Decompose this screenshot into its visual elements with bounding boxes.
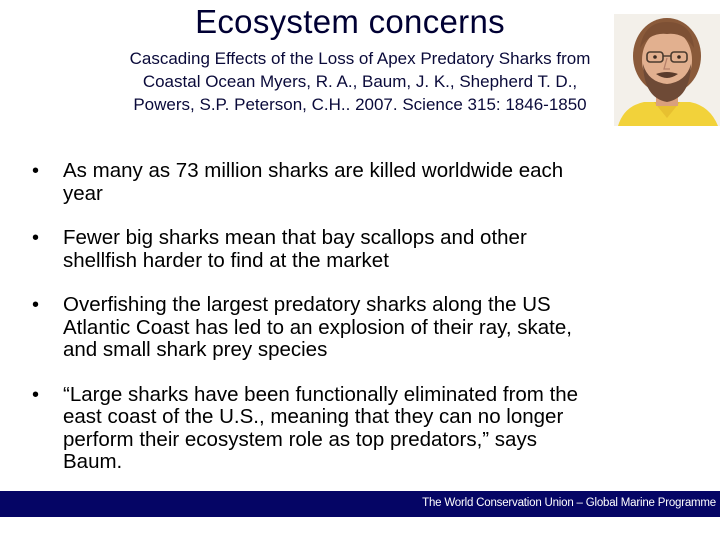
bullet-item <box>32 384 712 474</box>
citation-subtitle <box>20 47 700 116</box>
bullet-item <box>32 160 712 205</box>
bullet-line: east coast of the U.S., meaning that they can no longer <box>63 405 564 428</box>
portrait-image <box>614 14 720 126</box>
bullet-line: shellfish harder to find at the market <box>63 248 389 272</box>
bullet-line: • Overfishing the largest predatory sharks along the US <box>63 293 551 316</box>
bullet-item <box>32 294 712 362</box>
bullet-line: Atlantic Coast has led to an explosion of their ray, skate, <box>63 315 572 339</box>
bullet-item <box>32 227 712 272</box>
citation-line: Powers, S.P. Peterson, C.H.. 2007. Science 315: 1846-1850 <box>133 95 587 114</box>
bullet-line: and small shark prey species <box>63 338 328 361</box>
bullet-line: • Fewer big sharks mean that bay scallops and other <box>63 226 527 249</box>
author-portrait <box>614 14 720 126</box>
footer-bar <box>0 491 720 517</box>
citation-line: Cascading Effects of the Loss of Apex Predatory Sharks from <box>129 49 591 68</box>
bullet-line: • “Large sharks have been functionally eliminated from the <box>63 382 579 406</box>
footer-text: The World Conservation Union – Global Marine Programme <box>422 497 716 509</box>
citation-line: Coastal Ocean Myers, R. A., Baum, J. K., Shepherd T. D., <box>142 72 578 91</box>
bullet-line: perform their ecosystem role as top predators,” says <box>63 427 537 451</box>
slide-title: Ecosystem concerns <box>195 3 505 40</box>
bullet-line: Baum. <box>63 450 123 473</box>
bullet-line: • As many as 73 million sharks are killed worldwide each <box>63 159 564 182</box>
bullet-list <box>32 160 712 496</box>
bullet-line: year <box>63 181 103 205</box>
